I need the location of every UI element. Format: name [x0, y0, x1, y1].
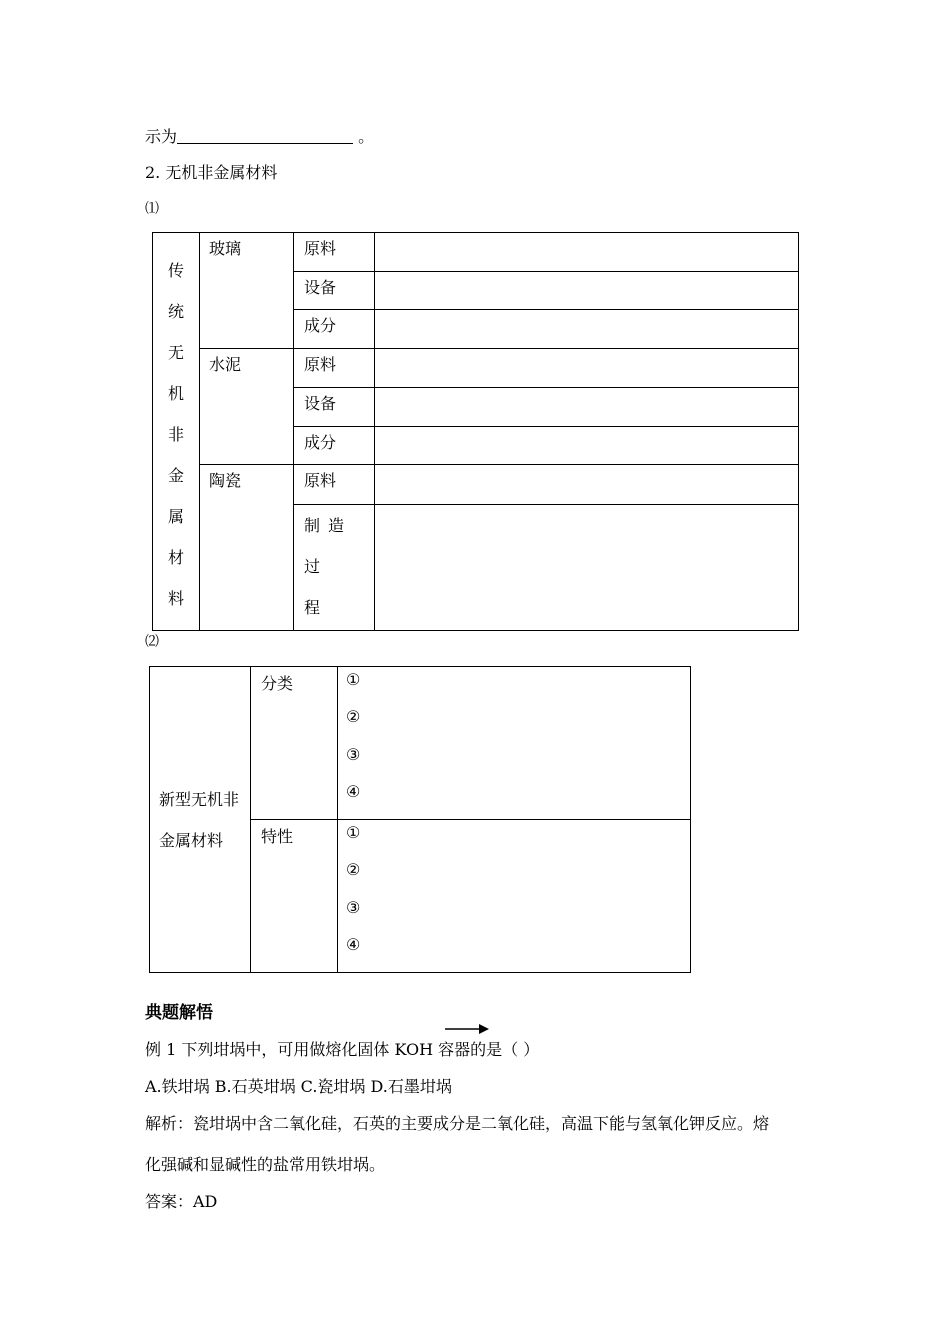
- answer-cell[interactable]: [375, 233, 799, 272]
- row-label: 原料: [294, 233, 375, 272]
- example-heading: 典题解悟: [145, 1003, 213, 1023]
- intro-suffix: 。: [358, 127, 375, 146]
- group-cement: 水泥: [200, 349, 294, 465]
- answer-cell[interactable]: [375, 272, 799, 310]
- part1-label: ⑴: [145, 201, 159, 217]
- example-analysis-cont: 化强碱和显碱性的盐常用铁坩埚。: [145, 1155, 386, 1174]
- answer-cell[interactable]: [375, 310, 799, 349]
- traditional-side-label: 传 统 无 机 非 金 属 材 料: [153, 233, 200, 631]
- example-options: A.铁坩埚 B.石英坩埚 C.瓷坩埚 D.石墨坩埚: [145, 1077, 452, 1096]
- new-materials-table: [149, 666, 691, 973]
- part2-label: ⑵: [145, 634, 159, 650]
- example-question: 例 1 下列坩埚中，可用做熔化固体 KOH 容器的是（ ）: [145, 1040, 540, 1059]
- intro-line: [145, 127, 374, 147]
- example-analysis: 解析：瓷坩埚中含二氧化硅，石英的主要成分是二氧化硅，高温下能与氢氧化钾反应。熔: [145, 1114, 770, 1133]
- answer-cell[interactable]: [375, 427, 799, 465]
- section-properties: 特性: [251, 820, 338, 973]
- traditional-materials-table: [152, 232, 799, 631]
- answer-cell[interactable]: [375, 465, 799, 505]
- properties-items[interactable]: ① ② ③ ④: [338, 820, 691, 973]
- example-answer: 答案：AD: [145, 1192, 218, 1211]
- section-title: 2. 无机非金属材料: [145, 163, 278, 182]
- classification-items[interactable]: ① ② ③ ④: [338, 667, 691, 820]
- row-label-process: 制造过 程: [294, 505, 375, 631]
- row-label: 成分: [294, 427, 375, 465]
- section-classification: 分类: [251, 667, 338, 820]
- answer-cell[interactable]: [375, 388, 799, 427]
- group-glass: 玻璃: [200, 233, 294, 349]
- row-label: 设备: [294, 272, 375, 310]
- answer-cell[interactable]: [375, 505, 799, 631]
- arrow-icon: [445, 1024, 489, 1034]
- group-ceramics: 陶瓷: [200, 465, 294, 631]
- row-label: 原料: [294, 349, 375, 388]
- new-materials-side-label: 新型无机非 金属材料: [150, 667, 251, 973]
- row-label: 成分: [294, 310, 375, 349]
- intro-prefix: 示为: [145, 127, 178, 146]
- answer-blank[interactable]: [177, 127, 353, 144]
- answer-cell[interactable]: [375, 349, 799, 388]
- row-label: 原料: [294, 465, 375, 505]
- row-label: 设备: [294, 388, 375, 427]
